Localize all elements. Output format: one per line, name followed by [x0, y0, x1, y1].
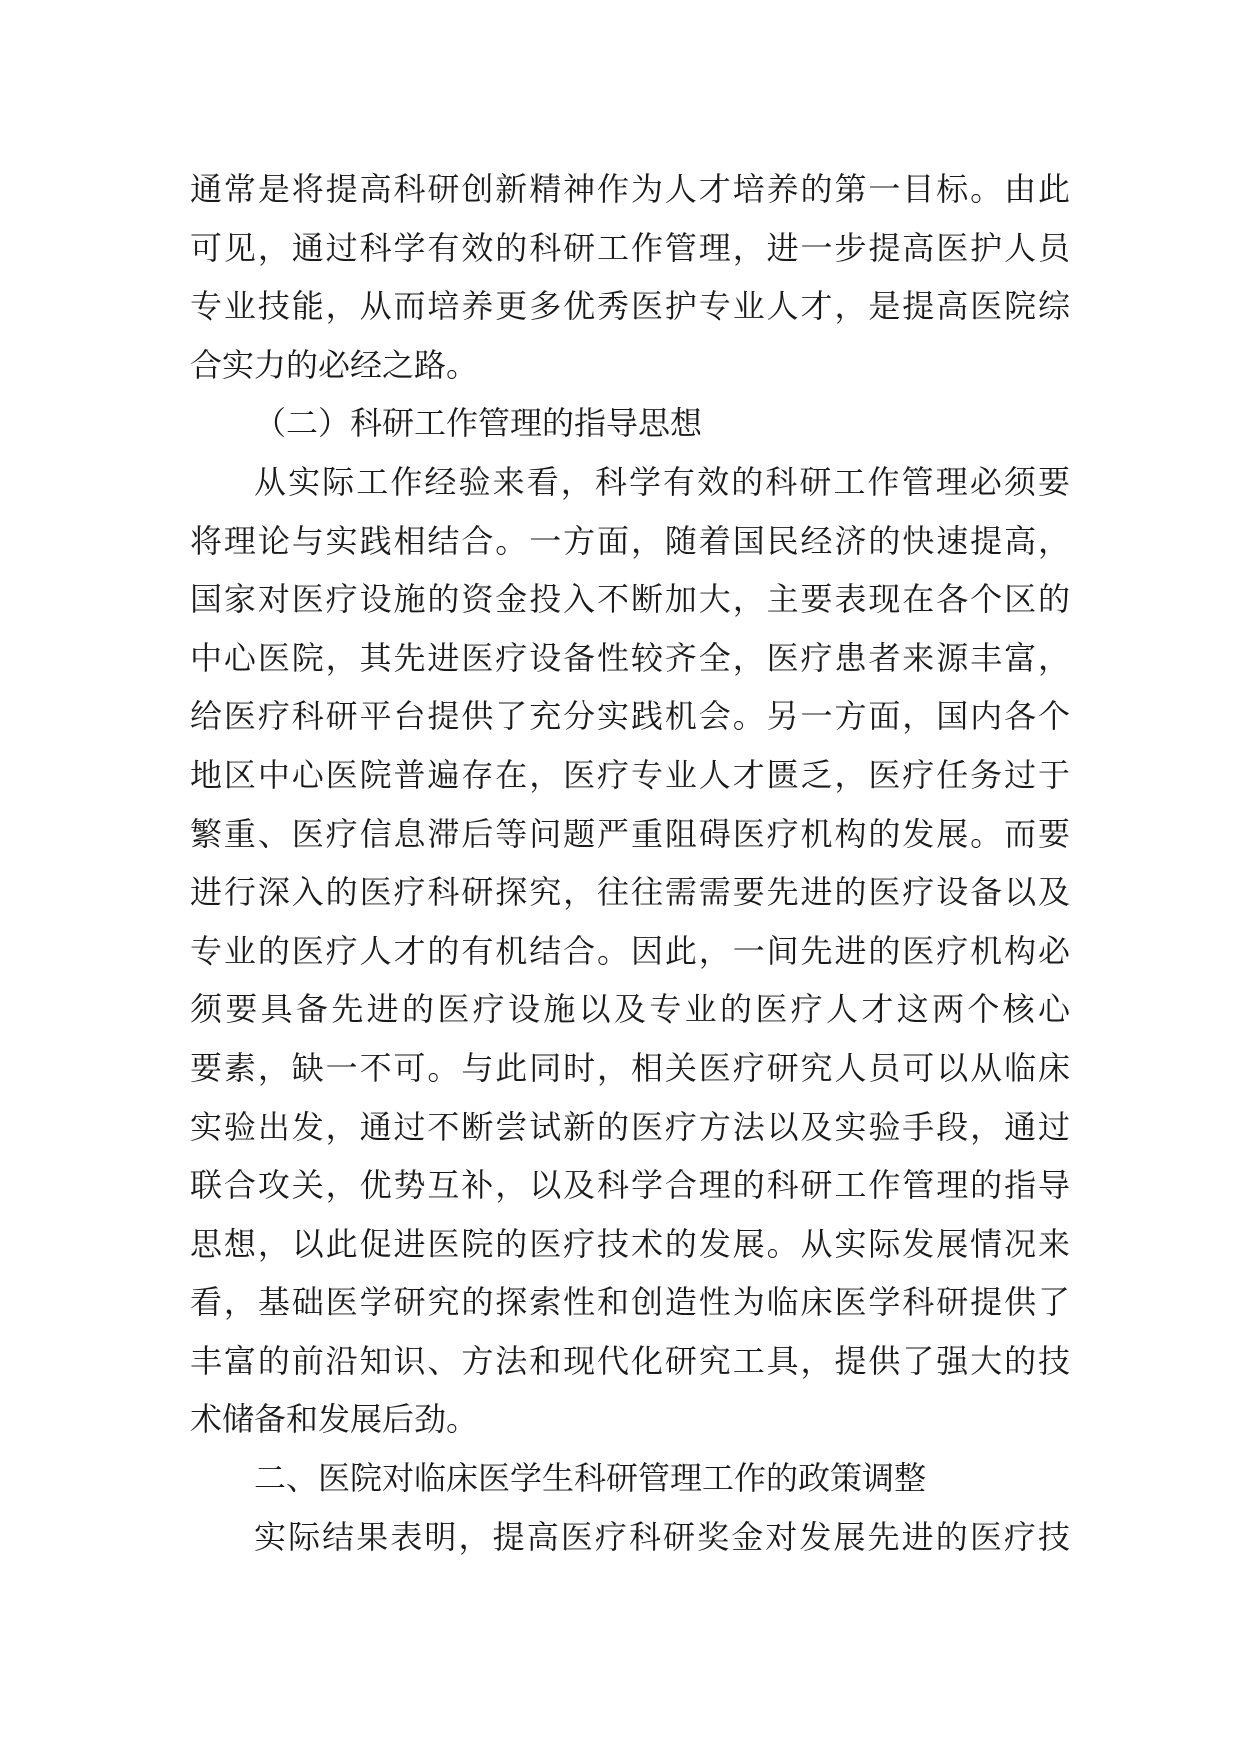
paragraph-line: 实际结果表明，提高医疗科研奖金对发展先进的医疗技: [254, 1517, 1070, 1556]
paragraph-line: 联合攻关，优势互补，以及科学合理的科研工作管理的指导: [190, 1166, 1070, 1205]
section-heading: （二）科研工作管理的指导思想: [254, 404, 703, 443]
paragraph-line: 丰富的前沿知识、方法和现代化研究工具，提供了强大的技: [190, 1341, 1070, 1380]
paragraph-line: 中心医院，其先进医疗设备性较齐全，医疗患者来源丰富，: [190, 638, 1070, 677]
paragraph-line: 合实力的必经之路。: [190, 345, 479, 384]
paragraph-line: 国家对医疗设施的资金投入不断加大，主要表现在各个区的: [190, 580, 1070, 619]
paragraph-line: 通常是将提高科研创新精神作为人才培养的第一目标。由此: [190, 170, 1070, 208]
paragraph-line: 地区中心医院普遍存在，医疗专业人才匮乏，医疗任务过于: [190, 755, 1070, 794]
paragraph-line: 看，基础医学研究的探索性和创造性为临床医学科研提供了: [190, 1283, 1070, 1322]
paragraph-line: 专业的医疗人才的有机结合。因此，一间先进的医疗机构必: [190, 931, 1070, 970]
document-body: [190, 160, 1070, 1566]
paragraph-line: 从实际工作经验来看，科学有效的科研工作管理必须要: [254, 462, 1070, 501]
paragraph-line: 思想，以此促进医院的医疗技术的发展。从实际发展情况来: [190, 1224, 1070, 1263]
paragraph-line: 专业技能，从而培养更多优秀医护专业人才，是提高医院综: [190, 287, 1070, 326]
paragraph-line: 实验出发，通过不断尝试新的医疗方法以及实验手段，通过: [190, 1107, 1070, 1146]
paragraph-line: 将理论与实践相结合。一方面，随着国民经济的快速提高，: [190, 521, 1070, 560]
section-heading: 二、医院对临床医学生科研管理工作的政策调整: [254, 1459, 927, 1498]
paragraph-line: 术储备和发展后劲。: [190, 1400, 479, 1439]
paragraph-line: 须要具备先进的医疗设施以及专业的医疗人才这两个核心: [190, 990, 1070, 1029]
paragraph-line: 给医疗科研平台提供了充分实践机会。另一方面，国内各个: [190, 697, 1070, 736]
paragraph-line: 进行深入的医疗科研探究，往往需需要先进的医疗设备以及: [190, 873, 1070, 912]
paragraph-line: 可见，通过科学有效的科研工作管理，进一步提高医护人员: [190, 228, 1070, 267]
paragraph-line: 要素，缺一不可。与此同时，相关医疗研究人员可以从临床: [190, 1048, 1070, 1087]
paragraph-line: 繁重、医疗信息滞后等问题严重阻碍医疗机构的发展。而要: [190, 814, 1070, 853]
